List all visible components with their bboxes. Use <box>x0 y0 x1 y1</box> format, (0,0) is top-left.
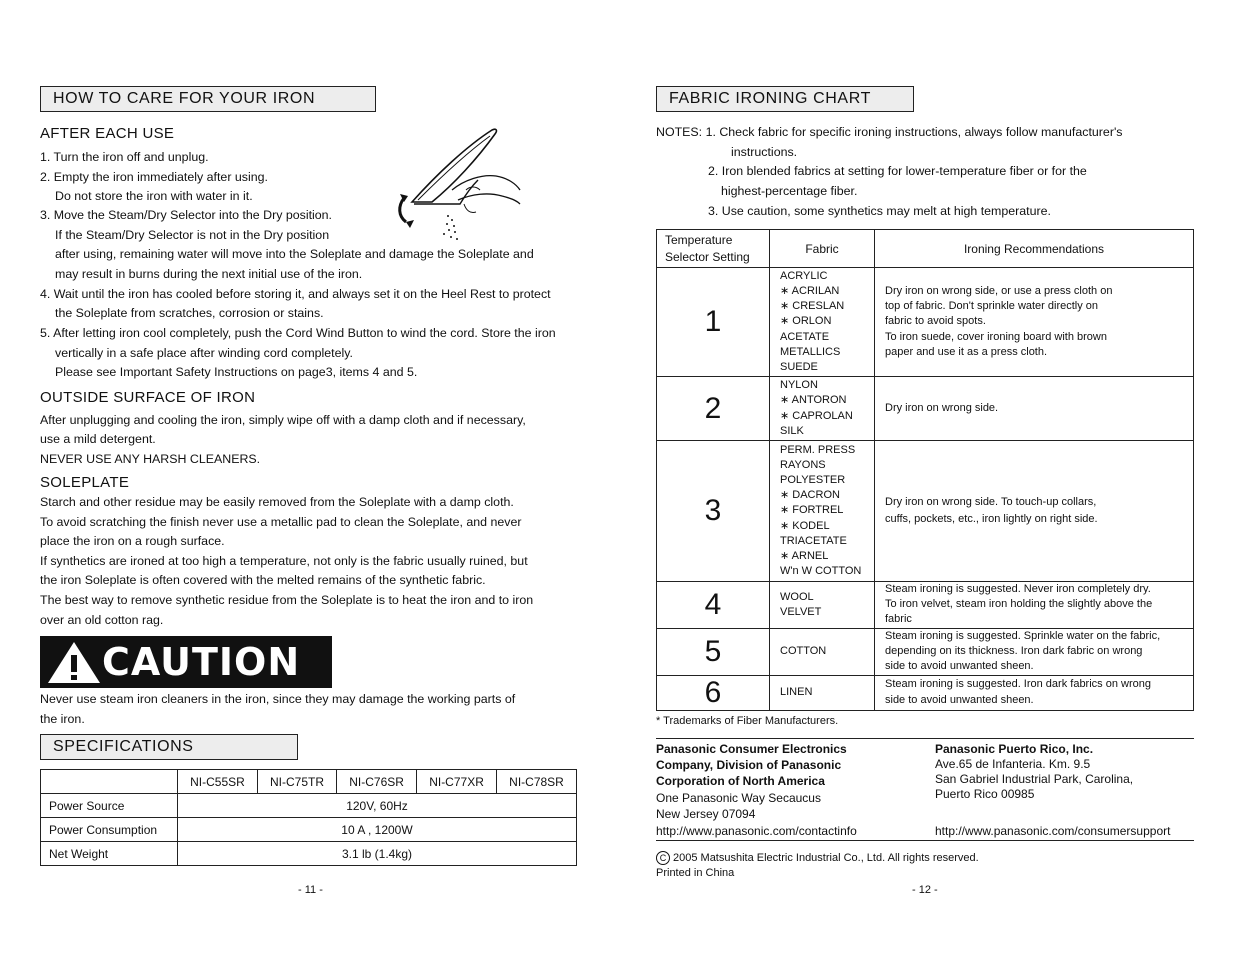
table-row <box>41 794 577 818</box>
text-line: place the iron on a rough surface. <box>40 534 225 548</box>
fabric-item: ∗ ANTORON <box>780 394 847 407</box>
recommendation <box>875 441 1194 582</box>
fabric-item: ∗ DACRON <box>780 489 840 502</box>
recommendation <box>875 582 1194 629</box>
header-cell: Fabric <box>770 230 875 268</box>
spec-value: 10 A , 1200W <box>178 818 577 842</box>
care-header-text: HOW TO CARE FOR YOUR IRON <box>53 90 316 107</box>
fabric-item: TRIACETATE <box>780 534 847 547</box>
copyright-icon: C <box>656 851 670 865</box>
iron-emptying-illustration <box>392 124 524 244</box>
table-row <box>41 818 577 842</box>
header-cell <box>657 230 770 268</box>
specifications-table <box>40 769 577 866</box>
fabric-item: VELVET <box>780 605 822 618</box>
company-left-line: Panasonic Consumer Electronics <box>656 742 847 756</box>
note-line: highest-percentage fiber. <box>721 184 858 198</box>
fabric-list <box>770 628 875 675</box>
table-row <box>657 628 1194 675</box>
header-setting-line1: Temperature <box>665 232 733 247</box>
recommendation <box>875 628 1194 675</box>
text-line: Please see Important Safety Instructions on page3, items 4 and 5. <box>55 365 418 379</box>
fabric-item: ACRYLIC <box>780 269 828 282</box>
text-line: 1. Turn the iron off and unplug. <box>40 150 209 164</box>
rec-line: fabric <box>885 613 912 626</box>
fabric-item: SILK <box>780 424 804 437</box>
table-row <box>657 377 1194 441</box>
trademark-footnote: * Trademarks of Fiber Manufacturers. <box>656 715 839 727</box>
company-right-line: Puerto Rico 00985 <box>935 787 1035 801</box>
specifications-header-text: SPECIFICATIONS <box>53 738 194 755</box>
care-header <box>40 86 376 112</box>
text-line: the Soleplate from scratches, corrosion or stains. <box>55 306 324 320</box>
fabric-item: COTTON <box>780 645 827 657</box>
fabric-item: RAYONS <box>780 458 826 471</box>
fabric-list <box>770 675 875 710</box>
model-cell: NI-C77XR <box>417 770 497 794</box>
fabric-item: METALLICS <box>780 345 841 358</box>
company-left-line: New Jersey 07094 <box>656 807 756 821</box>
text-line: If synthetics are ironed at too high a temperature, not only is the fabric usually ruined, but <box>40 554 528 568</box>
table-row <box>657 268 1194 377</box>
spec-value: 120V, 60Hz <box>178 794 577 818</box>
rec-line: Steam ironing is suggested. Iron dark fabrics on wrong <box>885 678 1151 691</box>
fabric-item: SUEDE <box>780 361 818 373</box>
spec-label: Power Consumption <box>41 818 178 842</box>
text-line: If the Steam/Dry Selector is not in the Dry position <box>55 228 330 242</box>
recommendation <box>875 675 1194 710</box>
fabric-item: ∗ CAPROLAN <box>780 409 853 422</box>
note-line: instructions. <box>731 145 798 159</box>
fabric-item: ∗ KODEL <box>780 519 830 532</box>
text-line: the iron. <box>40 712 85 726</box>
table-row <box>41 770 577 794</box>
text-line: The best way to remove synthetic residue from the Soleplate is to heat the iron and to iron <box>40 593 534 607</box>
fabric-chart-header <box>656 86 914 112</box>
fabric-list <box>770 582 875 629</box>
text-line: Never use steam iron cleaners in the iron, since they may damage the working parts of <box>40 692 516 706</box>
company-right-line: Ave.65 de Infanteria. Km. 9.5 <box>935 757 1091 771</box>
specifications-header <box>40 734 298 760</box>
page-number: - 11 - <box>298 884 323 896</box>
model-cell: NI-C75TR <box>257 770 336 794</box>
fabric-item: POLYESTER <box>780 473 846 486</box>
setting-number: 1 <box>657 268 770 377</box>
header-setting-line2: Selector Setting <box>665 249 750 264</box>
company-right-line: Panasonic Puerto Rico, Inc. <box>935 742 1094 756</box>
company-right-line: San Gabriel Industrial Park, Carolina, <box>935 772 1134 786</box>
divider <box>656 738 1194 739</box>
text-line: 5. After letting iron cool completely, push the Cord Wind Button to wind the cord. Store the iron <box>40 326 556 340</box>
divider <box>656 840 1194 841</box>
fabric-item: PERM. PRESS <box>780 443 856 456</box>
fabric-ironing-table <box>656 229 1194 711</box>
text-line: may result in burns during the next initial use of the iron. <box>55 267 363 281</box>
text-line: the iron Soleplate is often covered with the melted remains of the synthetic fabric. <box>40 573 486 587</box>
caution-banner <box>40 636 332 688</box>
note-line: NOTES: 1. Check fabric for specific ironing instructions, always follow manufacturer's <box>656 125 1123 139</box>
spec-value: 3.1 lb (1.4kg) <box>178 842 577 866</box>
text-line: over an old cotton rag. <box>40 613 164 627</box>
setting-number: 3 <box>657 441 770 582</box>
model-cell: NI-C55SR <box>178 770 258 794</box>
caution-label: CAUTION <box>102 640 301 684</box>
company-left-url[interactable]: http://www.panasonic.com/contactinfo <box>656 824 857 838</box>
outside-surface-title: OUTSIDE SURFACE OF IRON <box>40 389 256 406</box>
rec-line: Dry iron on wrong side, or use a press cloth on <box>885 284 1113 297</box>
rec-line: side to avoid unwanted sheen. <box>885 660 1034 673</box>
text-line: vertically in a safe place after winding cord completely. <box>55 346 353 360</box>
rec-line: paper and use it as a press cloth. <box>885 345 1048 358</box>
fabric-list <box>770 441 875 582</box>
rec-line: fabric to avoid spots. <box>885 315 986 328</box>
spec-label: Power Source <box>41 794 178 818</box>
text-line: after using, remaining water will move into the Soleplate and damage the Soleplate and <box>55 247 534 261</box>
spec-label: Net Weight <box>41 842 178 866</box>
text-line: To avoid scratching the finish never use a metallic pad to clean the Soleplate, and never <box>40 515 522 529</box>
fabric-item: WOOL <box>780 590 814 603</box>
fabric-list <box>770 377 875 441</box>
soleplate-title: SOLEPLATE <box>40 474 130 491</box>
rec-line: Steam ironing is suggested. Never iron completely dry. <box>885 583 1151 595</box>
company-left-line: One Panasonic Way Secaucus <box>656 791 821 805</box>
fabric-item: NYLON <box>780 379 818 392</box>
table-cell <box>41 770 178 794</box>
fabric-item: ∗ FORTREL <box>780 504 844 517</box>
fabric-item: ACETATE <box>780 330 830 343</box>
text-line: 4. Wait until the iron has cooled before storing it, and always set it on the Heel Rest to protect <box>40 287 551 301</box>
setting-number: 6 <box>657 675 770 710</box>
company-left-line: Corporation of North America <box>656 774 825 788</box>
text-line: After unplugging and cooling the iron, simply wipe off with a damp cloth and if necessary, <box>40 413 526 427</box>
rec-line: Dry iron on wrong side. <box>885 401 999 414</box>
table-row <box>41 842 577 866</box>
table-row <box>657 230 1194 268</box>
company-left-line: Company, Division of Panasonic <box>656 758 842 772</box>
after-each-use-title: AFTER EACH USE <box>40 125 175 142</box>
model-cell: NI-C78SR <box>497 770 577 794</box>
table-row <box>657 441 1194 582</box>
setting-number: 5 <box>657 628 770 675</box>
text-line: use a mild detergent. <box>40 432 156 446</box>
recommendation <box>875 268 1194 377</box>
rec-line: To iron velvet, steam iron holding the slightly above the <box>885 598 1153 611</box>
note-line: 2. Iron blended fabrics at setting for lower-temperature fiber or for the <box>708 164 1087 178</box>
table-row <box>657 582 1194 629</box>
rec-line: top of fabric. Don't sprinkle water directly on <box>885 300 1099 313</box>
rec-line: side to avoid unwanted sheen. <box>885 693 1034 706</box>
fabric-item: ∗ ORLON <box>780 315 832 328</box>
rec-line: cuffs, pockets, etc., iron lightly on right side. <box>885 513 1098 525</box>
header-cell: Ironing Recommendations <box>875 230 1194 268</box>
text-line: Do not store the iron with water in it. <box>55 189 253 203</box>
fabric-chart-header-text: FABRIC IRONING CHART <box>669 90 871 107</box>
text-line: 2. Empty the iron immediately after using. <box>40 170 268 184</box>
company-right-url[interactable]: http://www.panasonic.com/consumersupport <box>935 824 1171 838</box>
rec-line: depending on its thickness. Iron dark fabric on wrong <box>885 645 1143 657</box>
fabric-item: ∗ CRESLAN <box>780 300 845 313</box>
model-cell: NI-C76SR <box>337 770 417 794</box>
copyright-text: 2005 Matsushita Electric Industrial Co., Ltd. All rights reserved. <box>673 852 979 864</box>
rec-line: Dry iron on wrong side. To touch-up collars, <box>885 496 1097 508</box>
warning-icon <box>46 639 102 685</box>
fabric-list <box>770 268 875 377</box>
fabric-item: ∗ ACRILAN <box>780 284 840 297</box>
setting-number: 4 <box>657 582 770 629</box>
table-row <box>657 675 1194 710</box>
note-line: 3. Use caution, some synthetics may melt at high temperature. <box>708 204 1051 218</box>
text-line: 3. Move the Steam/Dry Selector into the Dry position. <box>40 208 332 222</box>
fabric-item: ∗ ARNEL <box>780 550 829 562</box>
page-number: - 12 - <box>912 884 938 896</box>
rec-line: To iron suede, cover ironing board with brown <box>885 330 1107 343</box>
fabric-item: LINEN <box>780 686 813 698</box>
fabric-item: W'n W COTTON <box>780 565 862 578</box>
recommendation <box>875 377 1194 441</box>
text-line: NEVER USE ANY HARSH CLEANERS. <box>40 452 261 466</box>
text-line: Starch and other residue may be easily removed from the Soleplate with a damp cloth. <box>40 495 514 509</box>
setting-number: 2 <box>657 377 770 441</box>
rec-line: Steam ironing is suggested. Sprinkle water on the fabric, <box>885 629 1161 642</box>
printed-text: Printed in China <box>656 867 735 879</box>
